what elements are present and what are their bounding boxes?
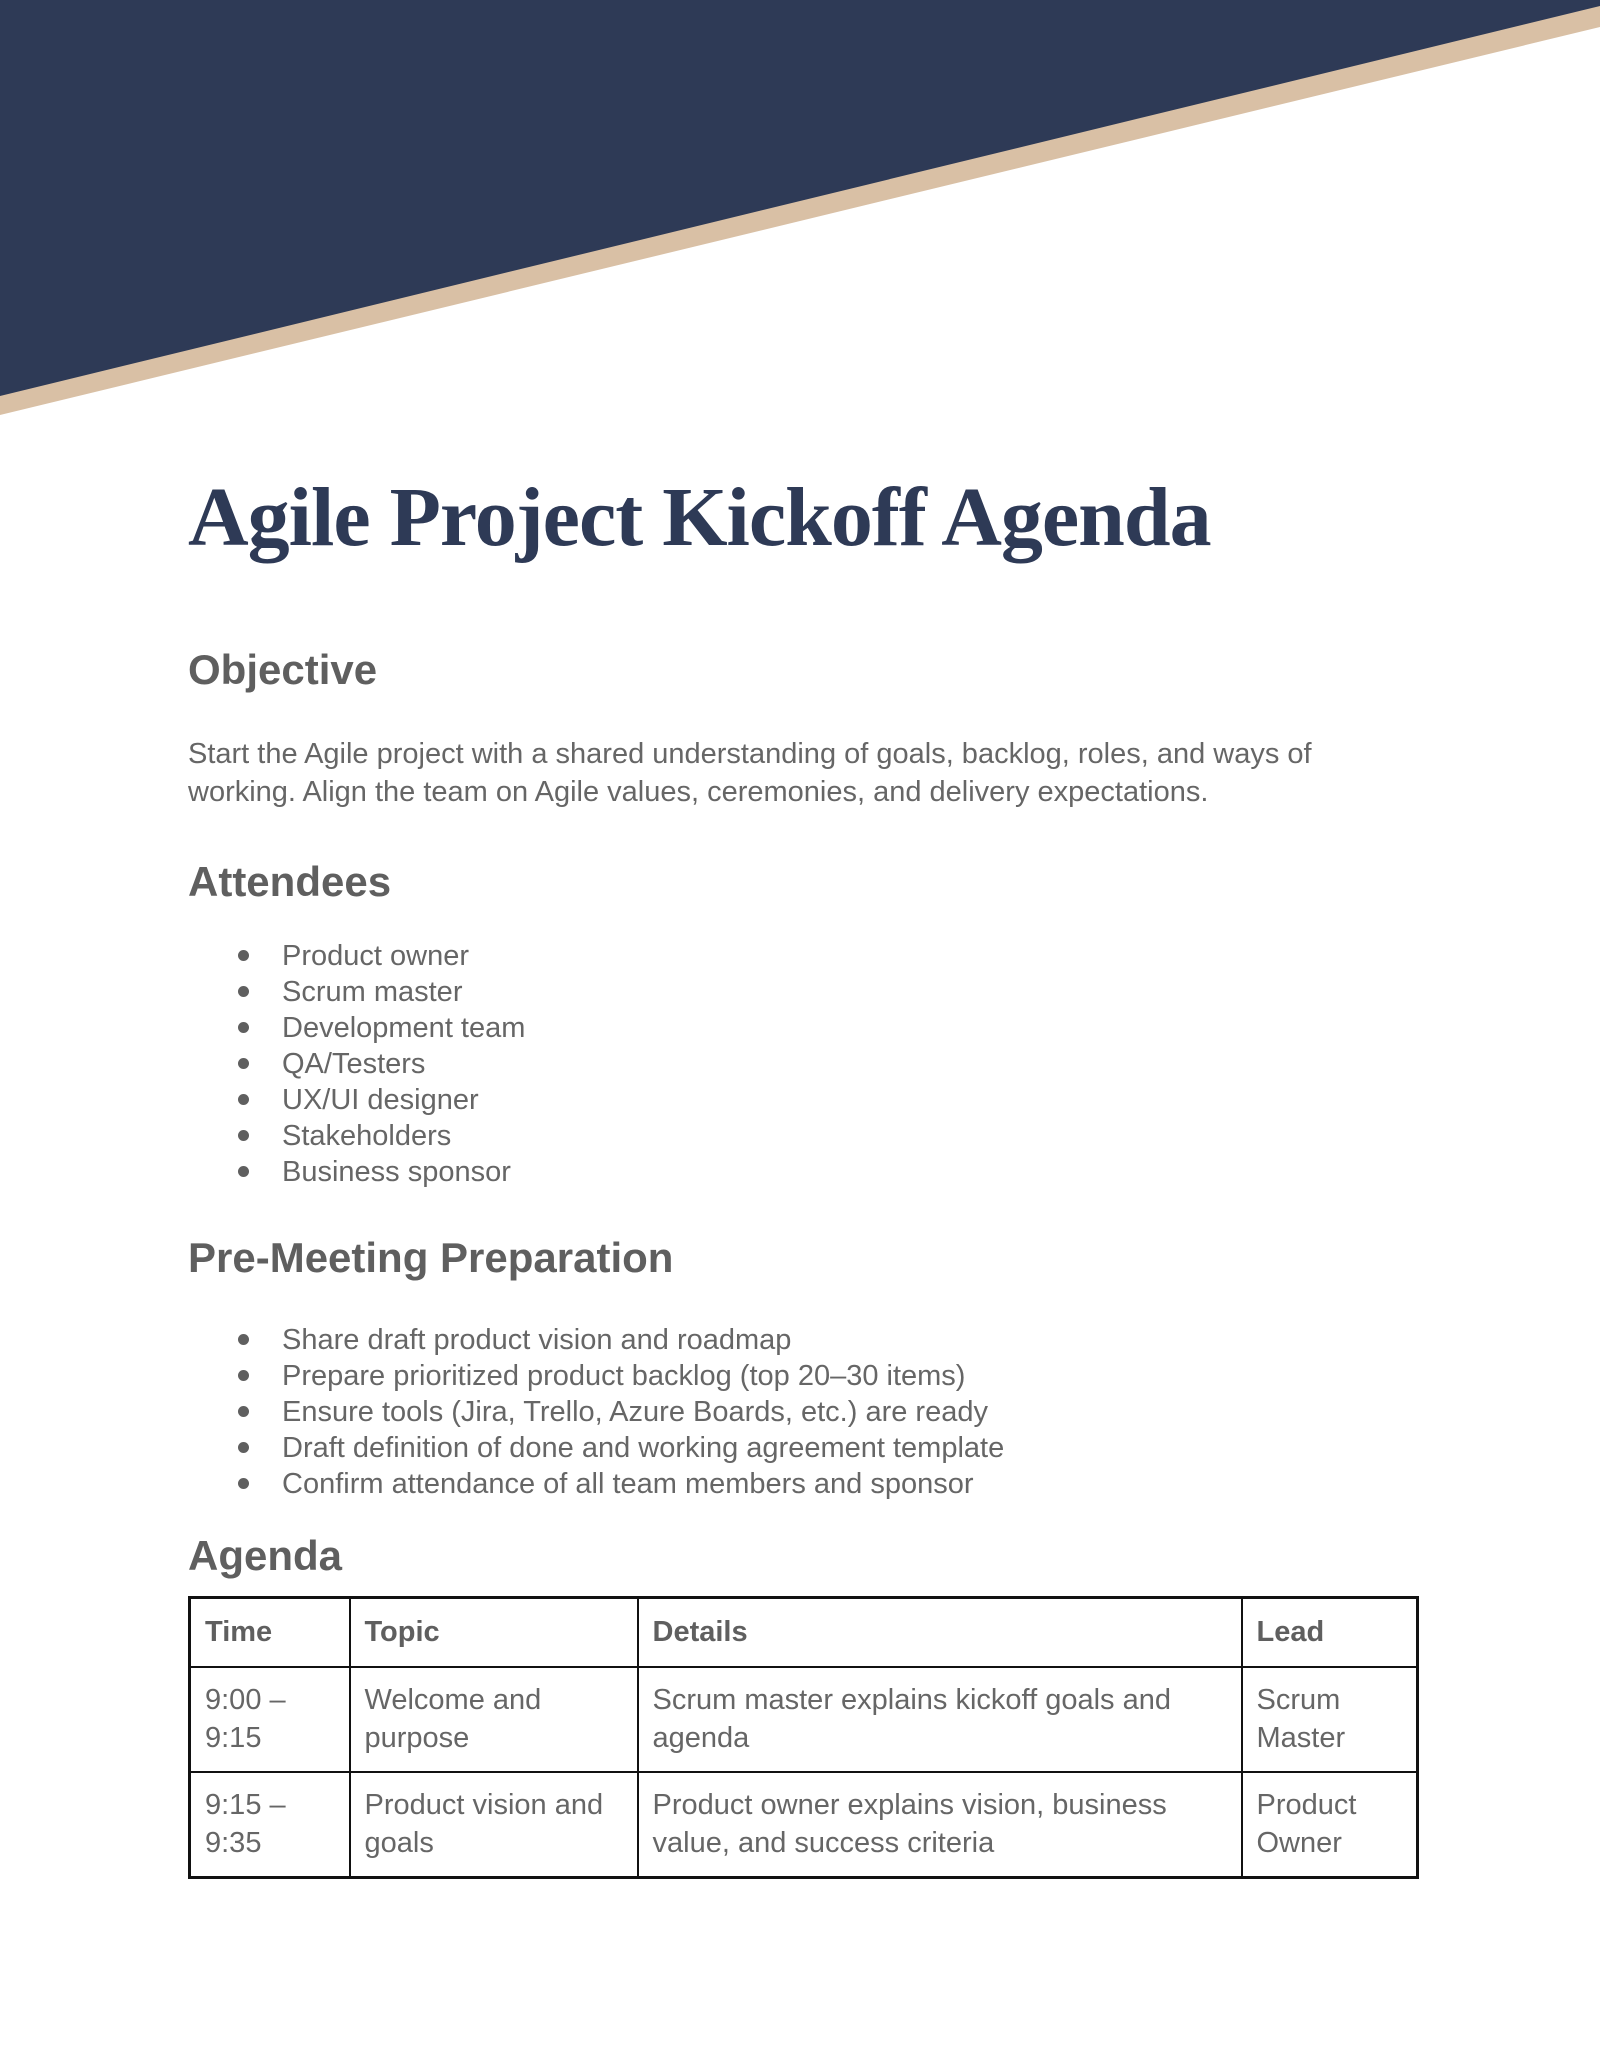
cell-details: Scrum master explains kickoff goals and agenda xyxy=(638,1667,1242,1772)
list-item: Development team xyxy=(282,1010,1416,1046)
table-header-lead: Lead xyxy=(1242,1598,1418,1668)
table-header-row xyxy=(190,1598,1418,1668)
cell-topic: Product vision and goals xyxy=(350,1772,638,1878)
cell-topic: Welcome and purpose xyxy=(350,1667,638,1772)
cell-time: 9:15 – 9:35 xyxy=(190,1772,350,1878)
section-heading-agenda: Agenda xyxy=(188,1532,343,1579)
agenda-table xyxy=(188,1596,1419,1879)
cell-lead: Scrum Master xyxy=(1242,1667,1418,1772)
table-header-topic: Topic xyxy=(350,1598,638,1668)
table-row xyxy=(190,1772,1418,1878)
attendees-list xyxy=(188,938,1416,1190)
list-item: Scrum master xyxy=(282,974,1416,1010)
list-item: Draft definition of done and working agreement template xyxy=(282,1430,1416,1466)
list-item: UX/UI designer xyxy=(282,1082,1416,1118)
cell-lead: Product Owner xyxy=(1242,1772,1418,1878)
list-item: Confirm attendance of all team members and sponsor xyxy=(282,1466,1416,1502)
table-row xyxy=(190,1667,1418,1772)
table-header-time: Time xyxy=(190,1598,350,1668)
list-item: Business sponsor xyxy=(282,1154,1416,1190)
list-item: QA/Testers xyxy=(282,1046,1416,1082)
cell-time: 9:00 – 9:15 xyxy=(190,1667,350,1772)
preparation-list xyxy=(188,1322,1416,1502)
cell-details: Product owner explains vision, business value, and success criteria xyxy=(638,1772,1242,1878)
objective-paragraph: Start the Agile project with a shared understanding of goals, backlog, roles, and ways of working. Align the team on Agile values, ceremonies, and delivery expectations. xyxy=(188,738,1312,808)
section-heading-attendees: Attendees xyxy=(188,858,392,905)
table-header-details: Details xyxy=(638,1598,1242,1668)
list-item: Share draft product vision and roadmap xyxy=(282,1322,1416,1358)
list-item: Product owner xyxy=(282,938,1416,974)
list-item: Prepare prioritized product backlog (top 20–30 items) xyxy=(282,1358,1416,1394)
section-heading-objective: Objective xyxy=(188,646,378,693)
list-item: Ensure tools (Jira, Trello, Azure Boards, etc.) are ready xyxy=(282,1394,1416,1430)
document-title: Agile Project Kickoff Agenda xyxy=(188,471,1211,564)
list-item: Stakeholders xyxy=(282,1118,1416,1154)
document-body xyxy=(188,0,1416,1879)
section-heading-preparation: Pre-Meeting Preparation xyxy=(188,1234,674,1281)
